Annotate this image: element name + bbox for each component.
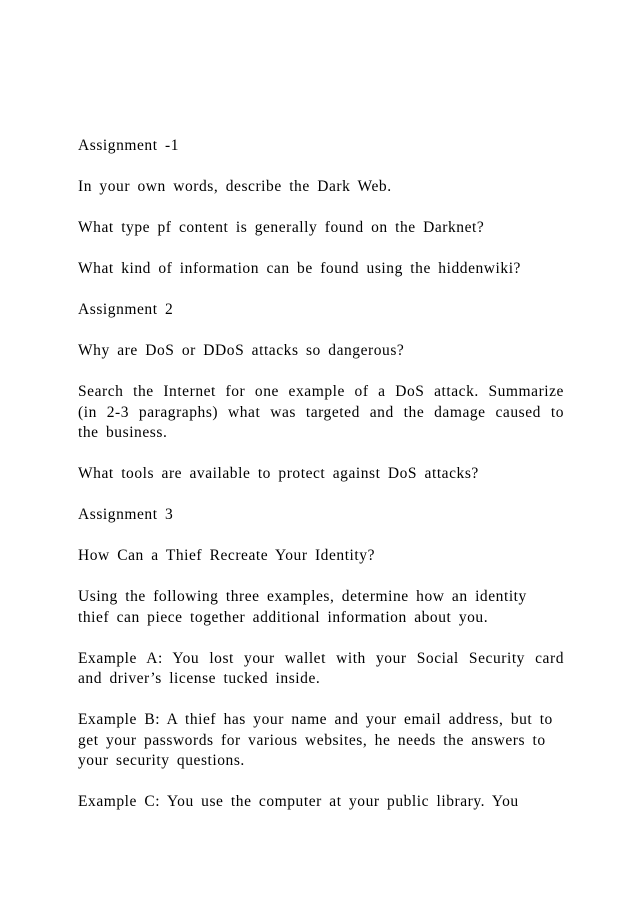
question-dos-tools: What tools are available to protect against DoS attacks? [78, 465, 479, 482]
heading-assignment-2: Assignment 2 [78, 301, 174, 318]
question-identity: How Can a Thief Recreate Your Identity? [78, 547, 375, 564]
question-dark-web: In your own words, describe the Dark Web. [78, 178, 392, 195]
example-a: Example A: You lost your wallet with your Social Security card and driver’s license tucked inside. [78, 649, 564, 687]
question-dos-example: Search the Internet for one example of a DoS attack. Summarize (in 2-3 paragraphs) what was targeted and the damage caused to the business. [78, 383, 564, 441]
heading-assignment-3: Assignment 3 [78, 506, 174, 523]
instructions-examples: Using the following three examples, determine how an identity thief can piece together additional information about you. [78, 588, 527, 626]
question-dos-danger: Why are DoS or DDoS attacks so dangerous? [78, 342, 405, 359]
question-darknet-content: What type pf content is generally found on the Darknet? [78, 219, 485, 236]
example-c: Example C: You use the computer at your public library. You [78, 793, 519, 810]
example-b: Example B: A thief has your name and your email address, but to get your passwords for various websites, he needs the answers to your security questions. [78, 711, 553, 769]
document-body [78, 136, 564, 833]
heading-assignment-1: Assignment -1 [78, 137, 179, 154]
question-hiddenwiki: What kind of information can be found using the hiddenwiki? [78, 260, 521, 277]
